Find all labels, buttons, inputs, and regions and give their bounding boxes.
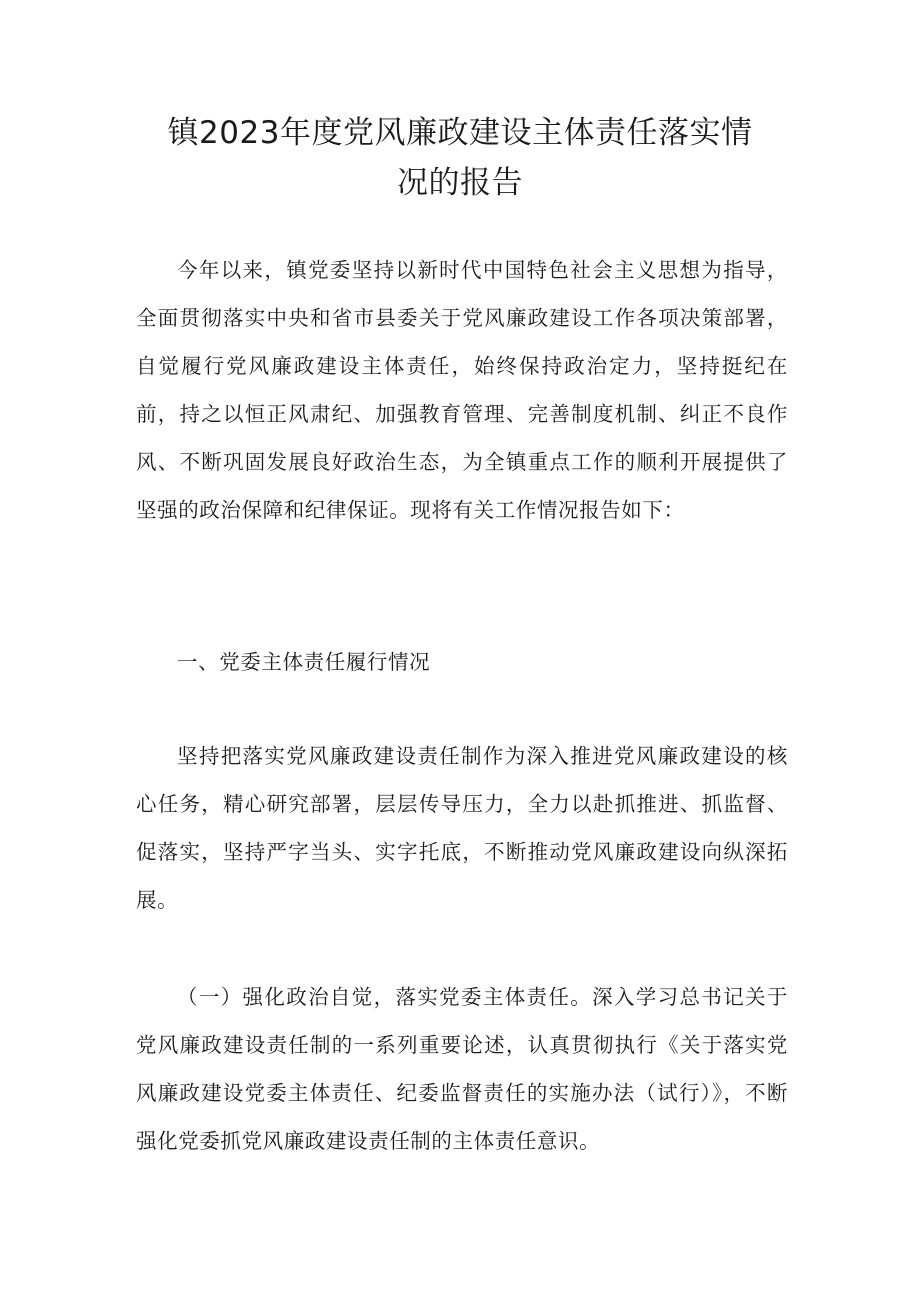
section-1-paragraph: 坚持把落实党风廉政建设责任制作为深入推进党风廉政建设的核心任务，精心研究部署，层层传导压力，全力以赴抓推进、抓监督、促落实，坚持严字当头、实字托底，不断推动党风廉政建设向纵深拓展。 xyxy=(136,744,788,912)
document-title-line-2: 况的报告 xyxy=(397,165,523,201)
intro-paragraph: 今年以来，镇党委坚持以新时代中国特色社会主义思想为指导，全面贯彻落实中央和省市县委关于党风廉政建设工作各项决策部署，自觉履行党风廉政建设主体责任，始终保持政治定力，坚持挺纪在前，持之以恒正风肃纪、加强教育管理、完善制度机制、纠正不良作风、不断巩固发展良好政治生态，为全镇重点工作的顺利开展提供了坚强的政治保障和纪律保证。现将有关工作情况报告如下： xyxy=(136,258,788,522)
section-heading-1: 一、党委主体责任履行情况 xyxy=(177,650,431,674)
subsection-1-paragraph: （一）强化政治自觉，落实党委主体责任。深入学习总书记关于党风廉政建设责任制的一系列重要论述，认真贯彻执行《关于落实党风廉政建设党委主体责任、纪委监督责任的实施办法（试行）》，不断强化党委抓党风廉政建设责任制的主体责任意识。 xyxy=(136,985,788,1153)
document-title-line-1: 镇2023年度党风廉政建设主体责任落实情 xyxy=(167,115,753,151)
